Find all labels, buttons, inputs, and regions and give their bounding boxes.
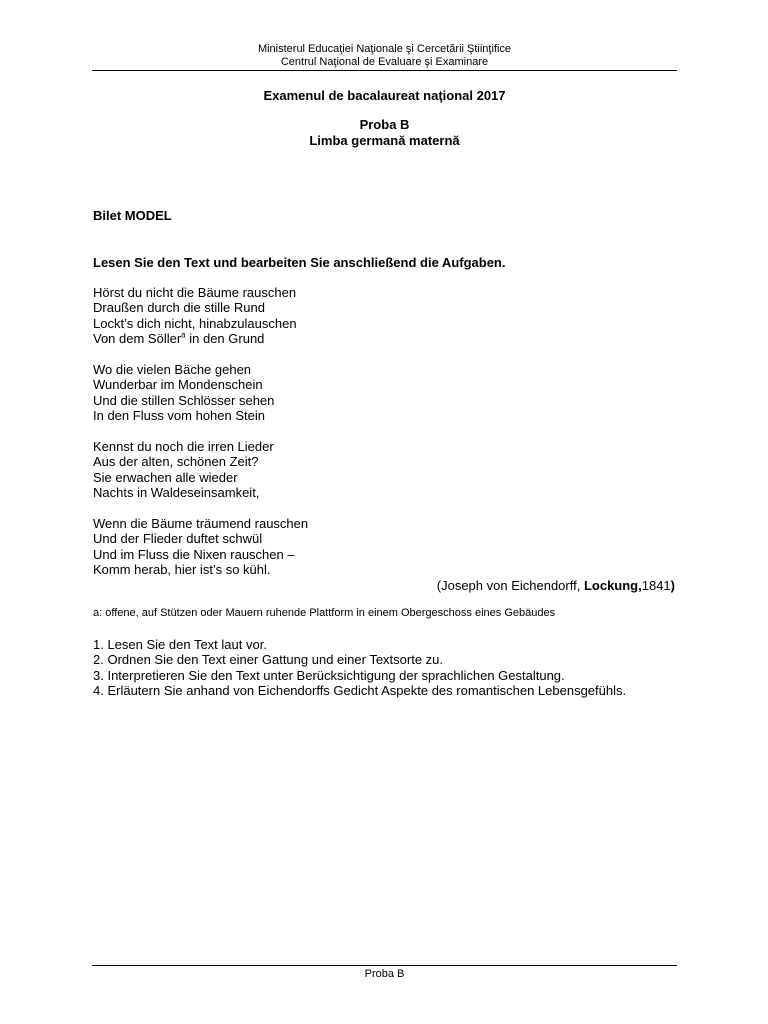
poem-line: Und der Flieder duftet schwül (93, 531, 263, 547)
citation-year: 1841 (641, 578, 671, 593)
task-item: 2. Ordnen Sie den Text einer Gattung und einer Textsorte zu. (93, 652, 444, 668)
citation-close: ) (670, 578, 675, 593)
poem-line: Aus der alten, schönen Zeit? (93, 454, 259, 470)
poem-line-text: Von dem Söller (93, 331, 182, 347)
poem-line: Kennst du noch die irren Lieder (93, 439, 274, 455)
poem-line: Lockt’s dich nicht, hinabzulauschen (93, 315, 297, 331)
subject-block (92, 117, 677, 149)
poem-line: In den Fluss vom hohen Stein (93, 408, 265, 424)
header-divider (92, 70, 677, 71)
poem-stanza (93, 439, 308, 501)
citation-work: Lockung, (583, 578, 642, 593)
poem-line: Und die stillen Schlösser sehen (93, 392, 275, 408)
poem-stanza (93, 362, 308, 424)
subject-language: Limba germană maternă (309, 133, 460, 148)
poem-line: Wenn die Bäume träumend rauschen (93, 516, 309, 532)
header-ministry: Ministerul Educaţiei Naţionale şi Cercetării Ştiinţifice (257, 43, 512, 55)
poem-line-text: in den Grund (185, 331, 265, 347)
task-list (93, 637, 626, 699)
poem-line (93, 331, 308, 346)
footnote-mark: a (181, 330, 186, 340)
footer-divider (92, 965, 677, 966)
citation-author: (Joseph von Eichendorff, (436, 578, 584, 593)
page-header (92, 43, 677, 69)
poem (93, 285, 308, 578)
poem-line: Nachts in Waldeseinsamkeit, (93, 485, 260, 501)
instruction-text: Lesen Sie den Text und bearbeiten Sie anschließend die Aufgaben. (93, 255, 506, 270)
poem-line: Und im Fluss die Nixen rauschen – (93, 546, 295, 562)
task-item: 4. Erläutern Sie anhand von Eichendorffs Gedicht Aspekte des romantischen Lebensgefühls. (93, 683, 627, 699)
task-item: 1. Lesen Sie den Text laut vor. (93, 637, 267, 652)
poem-line: Wunderbar im Mondenschein (93, 377, 263, 393)
task-item: 3. Interpretieren Sie den Text unter Berücksichtigung der sprachlichen Gestaltung. (93, 667, 565, 683)
exam-title: Examenul de bacalaureat naţional 2017 (263, 88, 506, 103)
poem-line: Komm herab, hier ist’s so kühl. (93, 562, 271, 578)
poem-line: Sie erwachen alle wieder (93, 469, 238, 485)
header-center: Centrul Naţional de Evaluare şi Examinare (280, 56, 489, 68)
poem-line: Draußen durch die stille Rund (93, 300, 265, 316)
subject-proba: Proba B (359, 117, 410, 132)
bilet-label: Bilet MODEL (93, 208, 172, 223)
poem-stanza (93, 285, 308, 347)
page-footer: Proba B (364, 968, 405, 980)
poem-stanza (93, 516, 308, 578)
poem-line: Hörst du nicht die Bäume rauschen (93, 285, 297, 300)
footnote: a: offene, auf Stützen oder Mauern ruhende Plattform in einem Obergeschoss eines Gebäudes (93, 607, 556, 619)
poem-line: Wo die vielen Bäche gehen (93, 362, 252, 378)
poem-citation (437, 578, 675, 593)
